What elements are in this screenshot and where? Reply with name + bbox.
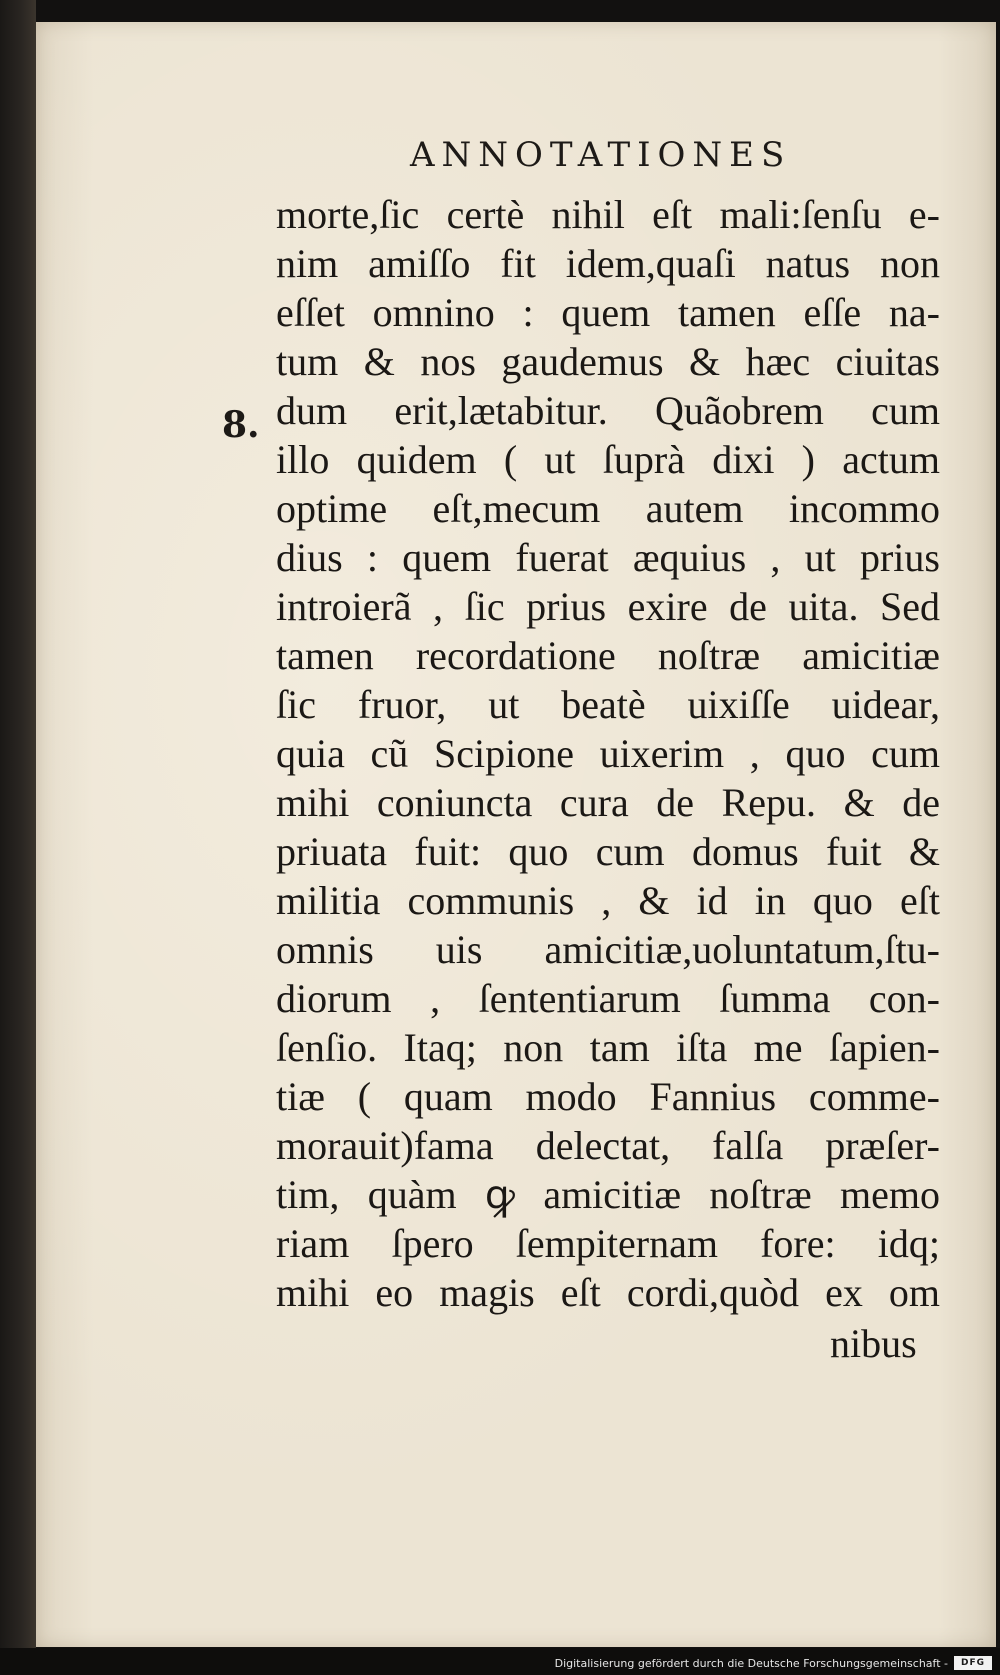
text-line: priuata fuit: quo cum domus fuit &: [276, 829, 940, 874]
text-line: tim, quàm ꝙ amicitiæ noſtræ memo: [276, 1172, 940, 1217]
scan-edge: [0, 0, 36, 1675]
running-head: ANNOTATIONES: [410, 135, 792, 175]
text-line: introierã , ſic prius exire de uita. Sed: [276, 584, 940, 629]
margin-note-number: 8.: [222, 404, 260, 446]
text-line: morauit)fama delectat, falſa præſer-: [276, 1123, 940, 1168]
text-line: dius : quem fuerat æquius , ut prius: [276, 535, 940, 580]
text-line: omnis uis amicitiæ,uoluntatum,ſtu-: [276, 927, 940, 972]
text-line: tiæ ( quam modo Fannius comme-: [276, 1074, 940, 1119]
body-text: [276, 190, 940, 1317]
dfg-logo: DFG: [954, 1656, 992, 1670]
catchword: nibus: [830, 1321, 917, 1366]
text-line: riam ſpero ſempiternam fore: idq;: [276, 1221, 940, 1266]
text-line: diorum , ſententiarum ſumma con-: [276, 976, 940, 1021]
text-line: optime eſt,mecum autem incommo: [276, 486, 940, 531]
text-line: illo quidem ( ut ſuprà dixi ) actum: [276, 437, 940, 482]
text-line: ſic fruor, ut beatè uixiſſe uidear,: [276, 682, 940, 727]
text-line: tum & nos gaudemus & hæc ciuitas: [276, 339, 940, 384]
text-line: nim amiſſo fit idem,quaſi natus non: [276, 241, 940, 286]
text-line: quia cũ Scipione uixerim , quo cum: [276, 731, 940, 776]
digitization-credit: Digitalisierung gefördert durch die Deutsche Forschungsgemeinschaft -: [554, 1657, 948, 1670]
text-line: mihi coniuncta cura de Repu. & de: [276, 780, 940, 825]
text-line: eſſet omnino : quem tamen eſſe na-: [276, 290, 940, 335]
text-line: tamen recordatione noſtræ amicitiæ: [276, 633, 940, 678]
text-line: mihi eo magis eſt cordi,quòd ex om: [276, 1270, 940, 1315]
text-line: ſenſio. Itaq; non tam iſta me ſapien-: [276, 1025, 940, 1070]
text-line: morte,ſic certè nihil eſt mali:ſenſu e-: [276, 192, 940, 237]
text-line: dum erit,lætabitur. Quãobrem cum: [276, 388, 940, 433]
text-line: militia communis , & id in quo eſt: [276, 878, 940, 923]
